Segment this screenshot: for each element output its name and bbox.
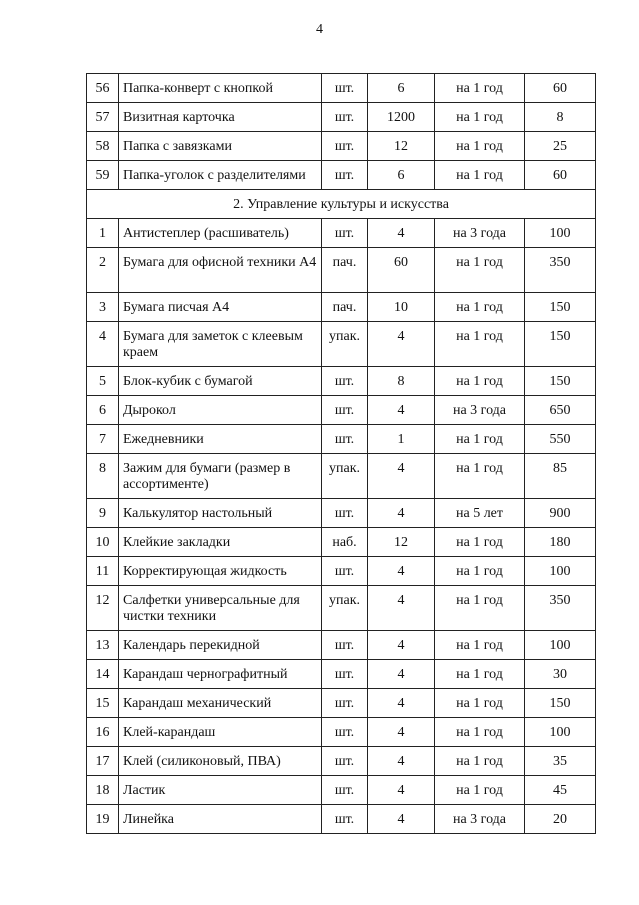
item-name: Папка с завязками xyxy=(119,132,322,161)
quantity: 6 xyxy=(368,161,435,190)
quantity: 1200 xyxy=(368,103,435,132)
row-number: 7 xyxy=(87,425,119,454)
item-name: Карандаш чернографитный xyxy=(119,660,322,689)
unit-of-measure: шт. xyxy=(322,747,368,776)
section-header-body xyxy=(87,190,596,219)
supplies-table xyxy=(86,73,596,834)
price: 20 xyxy=(525,805,596,834)
table-row xyxy=(87,689,596,718)
price: 150 xyxy=(525,367,596,396)
unit-of-measure: упак. xyxy=(322,454,368,499)
price: 85 xyxy=(525,454,596,499)
table-row xyxy=(87,103,596,132)
quantity: 4 xyxy=(368,454,435,499)
table-row xyxy=(87,586,596,631)
section-title: 2. Управление культуры и искусства xyxy=(87,190,596,219)
unit-of-measure: шт. xyxy=(322,499,368,528)
price: 8 xyxy=(525,103,596,132)
usage-period: на 1 год xyxy=(435,776,525,805)
unit-of-measure: шт. xyxy=(322,805,368,834)
usage-period: на 1 год xyxy=(435,103,525,132)
item-name: Клейкие закладки xyxy=(119,528,322,557)
table-row xyxy=(87,776,596,805)
unit-of-measure: шт. xyxy=(322,161,368,190)
price: 350 xyxy=(525,248,596,293)
quantity: 4 xyxy=(368,219,435,248)
quantity: 4 xyxy=(368,631,435,660)
row-number: 1 xyxy=(87,219,119,248)
unit-of-measure: шт. xyxy=(322,689,368,718)
item-name: Линейка xyxy=(119,805,322,834)
table-body-top xyxy=(87,74,596,190)
item-name: Бумага для заметок с клеевым краем xyxy=(119,322,322,367)
unit-of-measure: упак. xyxy=(322,322,368,367)
price: 100 xyxy=(525,631,596,660)
item-name: Корректирующая жидкость xyxy=(119,557,322,586)
price: 150 xyxy=(525,322,596,367)
usage-period: на 1 год xyxy=(435,718,525,747)
quantity: 4 xyxy=(368,396,435,425)
usage-period: на 1 год xyxy=(435,248,525,293)
usage-period: на 1 год xyxy=(435,747,525,776)
unit-of-measure: шт. xyxy=(322,219,368,248)
unit-of-measure: шт. xyxy=(322,132,368,161)
usage-period: на 1 год xyxy=(435,161,525,190)
table-row xyxy=(87,454,596,499)
table-row xyxy=(87,396,596,425)
row-number: 8 xyxy=(87,454,119,499)
quantity: 4 xyxy=(368,747,435,776)
usage-period: на 3 года xyxy=(435,396,525,425)
price: 650 xyxy=(525,396,596,425)
item-name: Визитная карточка xyxy=(119,103,322,132)
unit-of-measure: шт. xyxy=(322,396,368,425)
price: 150 xyxy=(525,689,596,718)
table-row xyxy=(87,322,596,367)
price: 150 xyxy=(525,293,596,322)
table-row xyxy=(87,805,596,834)
row-number: 11 xyxy=(87,557,119,586)
quantity: 4 xyxy=(368,776,435,805)
price: 60 xyxy=(525,161,596,190)
item-name: Клей (силиконовый, ПВА) xyxy=(119,747,322,776)
table-body-section xyxy=(87,219,596,834)
row-number: 9 xyxy=(87,499,119,528)
unit-of-measure: наб. xyxy=(322,528,368,557)
row-number: 57 xyxy=(87,103,119,132)
row-number: 13 xyxy=(87,631,119,660)
row-number: 59 xyxy=(87,161,119,190)
row-number: 2 xyxy=(87,248,119,293)
item-name: Бумага для офисной техники А4 xyxy=(119,248,322,293)
row-number: 58 xyxy=(87,132,119,161)
item-name: Карандаш механический xyxy=(119,689,322,718)
item-name: Дырокол xyxy=(119,396,322,425)
table-row xyxy=(87,528,596,557)
item-name: Клей-карандаш xyxy=(119,718,322,747)
item-name: Ежедневники xyxy=(119,425,322,454)
table-row xyxy=(87,367,596,396)
quantity: 4 xyxy=(368,718,435,747)
unit-of-measure: шт. xyxy=(322,425,368,454)
row-number: 18 xyxy=(87,776,119,805)
quantity: 4 xyxy=(368,322,435,367)
usage-period: на 1 год xyxy=(435,689,525,718)
usage-period: на 1 год xyxy=(435,322,525,367)
unit-of-measure: упак. xyxy=(322,586,368,631)
price: 100 xyxy=(525,718,596,747)
item-name: Калькулятор настольный xyxy=(119,499,322,528)
usage-period: на 1 год xyxy=(435,367,525,396)
usage-period: на 1 год xyxy=(435,454,525,499)
unit-of-measure: шт. xyxy=(322,557,368,586)
quantity: 4 xyxy=(368,660,435,689)
usage-period: на 1 год xyxy=(435,557,525,586)
quantity: 1 xyxy=(368,425,435,454)
row-number: 56 xyxy=(87,74,119,103)
table-row xyxy=(87,219,596,248)
usage-period: на 1 год xyxy=(435,293,525,322)
row-number: 12 xyxy=(87,586,119,631)
unit-of-measure: шт. xyxy=(322,660,368,689)
quantity: 4 xyxy=(368,689,435,718)
price: 30 xyxy=(525,660,596,689)
row-number: 4 xyxy=(87,322,119,367)
price: 35 xyxy=(525,747,596,776)
usage-period: на 1 год xyxy=(435,132,525,161)
unit-of-measure: шт. xyxy=(322,74,368,103)
price: 25 xyxy=(525,132,596,161)
row-number: 16 xyxy=(87,718,119,747)
item-name: Ластик xyxy=(119,776,322,805)
quantity: 6 xyxy=(368,74,435,103)
row-number: 15 xyxy=(87,689,119,718)
usage-period: на 1 год xyxy=(435,631,525,660)
unit-of-measure: шт. xyxy=(322,718,368,747)
table-row xyxy=(87,74,596,103)
usage-period: на 5 лет xyxy=(435,499,525,528)
unit-of-measure: шт. xyxy=(322,776,368,805)
table-row xyxy=(87,425,596,454)
quantity: 4 xyxy=(368,557,435,586)
usage-period: на 1 год xyxy=(435,74,525,103)
table-row xyxy=(87,718,596,747)
table-row xyxy=(87,631,596,660)
price: 550 xyxy=(525,425,596,454)
section-header-row xyxy=(87,190,596,219)
quantity: 4 xyxy=(368,586,435,631)
table-row xyxy=(87,293,596,322)
item-name: Блок-кубик с бумагой xyxy=(119,367,322,396)
usage-period: на 1 год xyxy=(435,425,525,454)
price: 45 xyxy=(525,776,596,805)
item-name: Папка-уголок с разделителями xyxy=(119,161,322,190)
item-name: Зажим для бумаги (размер в ассортименте) xyxy=(119,454,322,499)
price: 350 xyxy=(525,586,596,631)
unit-of-measure: шт. xyxy=(322,631,368,660)
quantity: 4 xyxy=(368,499,435,528)
table-row xyxy=(87,660,596,689)
price: 900 xyxy=(525,499,596,528)
usage-period: на 3 года xyxy=(435,805,525,834)
unit-of-measure: пач. xyxy=(322,293,368,322)
item-name: Папка-конверт с кнопкой xyxy=(119,74,322,103)
table-row xyxy=(87,747,596,776)
usage-period: на 3 года xyxy=(435,219,525,248)
row-number: 3 xyxy=(87,293,119,322)
row-number: 6 xyxy=(87,396,119,425)
row-number: 5 xyxy=(87,367,119,396)
price: 100 xyxy=(525,219,596,248)
table-row xyxy=(87,557,596,586)
usage-period: на 1 год xyxy=(435,660,525,689)
item-name: Календарь перекидной xyxy=(119,631,322,660)
unit-of-measure: шт. xyxy=(322,103,368,132)
table-row xyxy=(87,161,596,190)
unit-of-measure: шт. xyxy=(322,367,368,396)
usage-period: на 1 год xyxy=(435,586,525,631)
price: 180 xyxy=(525,528,596,557)
table-row xyxy=(87,132,596,161)
quantity: 4 xyxy=(368,805,435,834)
item-name: Антистеплер (расшиватель) xyxy=(119,219,322,248)
page-number: 4 xyxy=(316,22,323,37)
table-row xyxy=(87,499,596,528)
row-number: 10 xyxy=(87,528,119,557)
item-name: Бумага писчая А4 xyxy=(119,293,322,322)
item-name: Салфетки универсальные для чистки техники xyxy=(119,586,322,631)
quantity: 10 xyxy=(368,293,435,322)
row-number: 19 xyxy=(87,805,119,834)
price: 100 xyxy=(525,557,596,586)
quantity: 12 xyxy=(368,132,435,161)
quantity: 8 xyxy=(368,367,435,396)
quantity: 12 xyxy=(368,528,435,557)
quantity: 60 xyxy=(368,248,435,293)
row-number: 14 xyxy=(87,660,119,689)
usage-period: на 1 год xyxy=(435,528,525,557)
table-row xyxy=(87,248,596,293)
unit-of-measure: пач. xyxy=(322,248,368,293)
row-number: 17 xyxy=(87,747,119,776)
price: 60 xyxy=(525,74,596,103)
